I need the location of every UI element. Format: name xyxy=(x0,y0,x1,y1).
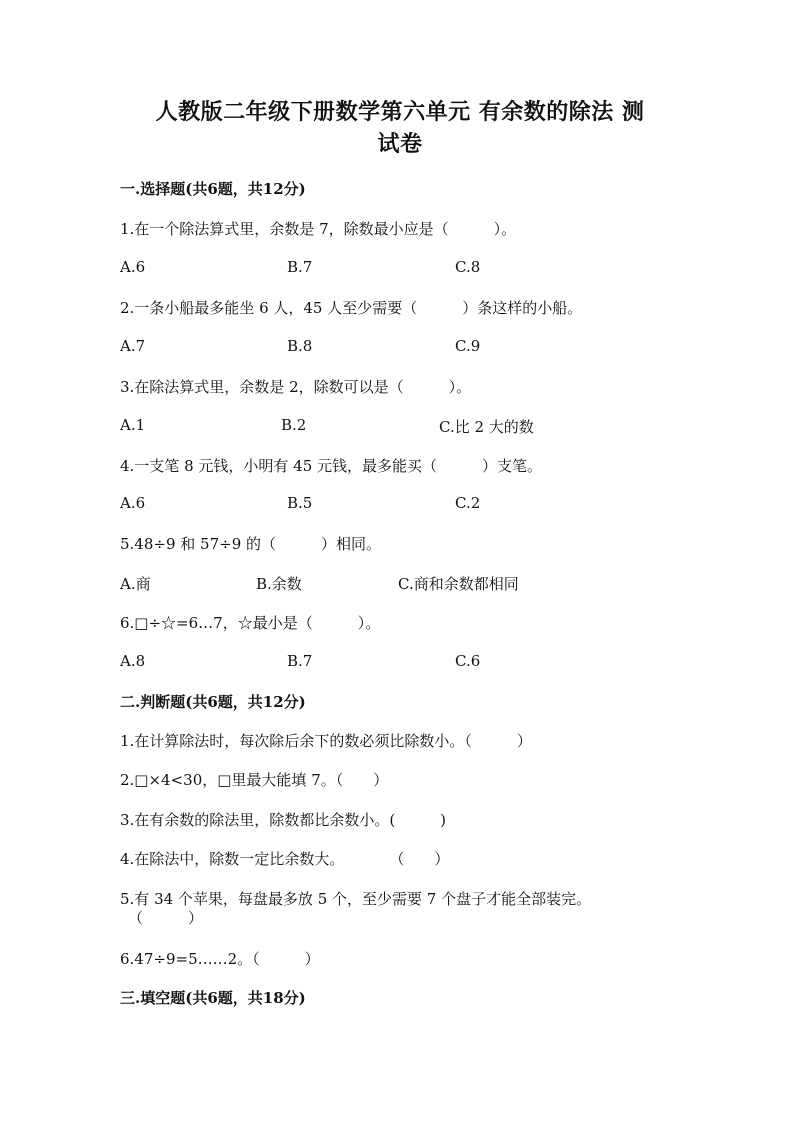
judge-item-5: 5.有 34 个苹果，每盘最多放 5 个，至少需要 7 个盘子才能全部装完。 xyxy=(120,890,592,908)
section-heading-judgement: 二.判断题(共6题，共12分) xyxy=(120,693,306,711)
q1-option-c: C.8 xyxy=(455,258,481,276)
q1-option-b: B.7 xyxy=(287,258,313,276)
judge-item-2: 2.□×4<30，□里最大能填 7。（ ） xyxy=(120,771,389,789)
question-5: 5.48÷9 和 57÷9 的（ ）相同。 xyxy=(120,535,382,553)
question-4: 4.一支笔 8 元钱，小明有 45 元钱，最多能买（ ）支笔。 xyxy=(120,457,543,475)
q4-option-c: C.2 xyxy=(455,494,481,512)
question-2: 2.一条小船最多能坐 6 人，45 人至少需要（ ）条这样的小船。 xyxy=(120,299,583,317)
question-6: 6.□÷☆=6…7，☆最小是（ ）。 xyxy=(120,614,381,632)
judge-item-6: 6.47÷9=5……2。（ ） xyxy=(120,950,320,968)
q2-option-b: B.8 xyxy=(287,337,313,355)
q3-option-c: C.比 2 大的数 xyxy=(439,418,534,436)
q3-option-a: A.1 xyxy=(120,416,146,434)
q5-option-a: A.商 xyxy=(120,575,151,593)
q6-option-a: A.8 xyxy=(120,652,146,670)
question-3: 3.在除法算式里，余数是 2，除数可以是（ ）。 xyxy=(120,378,472,396)
q4-option-b: B.5 xyxy=(287,494,313,512)
q5-option-c: C.商和余数都相同 xyxy=(398,575,519,593)
q3-option-b: B.2 xyxy=(281,416,307,434)
q5-option-b: B.余数 xyxy=(256,575,302,593)
judge-item-1: 1.在计算除法时，每次除后余下的数必须比除数小。（ ） xyxy=(120,732,532,750)
judge-item-4: 4.在除法中，除数一定比余数大。 （ ） xyxy=(120,850,450,868)
exam-title-line2: 试卷 xyxy=(377,131,423,157)
q6-option-b: B.7 xyxy=(287,652,313,670)
exam-title-line1: 人教版二年级下册数学第六单元 有余数的除法 测 xyxy=(155,99,645,125)
q1-option-a: A.6 xyxy=(120,258,146,276)
q4-option-a: A.6 xyxy=(120,494,146,512)
judge-item-3: 3.在有余数的除法里，除数都比余数小。( ) xyxy=(120,811,447,829)
judge-item-5-bracket: （ ） xyxy=(128,909,204,927)
q2-option-c: C.9 xyxy=(455,337,481,355)
section-heading-choice: 一.选择题(共6题，共12分) xyxy=(120,180,306,198)
q6-option-c: C.6 xyxy=(455,652,481,670)
section-heading-fill-blank: 三.填空题(共6题，共18分) xyxy=(120,989,306,1007)
question-1: 1.在一个除法算式里，余数是 7，除数最小应是（ ）。 xyxy=(120,220,517,238)
q2-option-a: A.7 xyxy=(120,337,146,355)
